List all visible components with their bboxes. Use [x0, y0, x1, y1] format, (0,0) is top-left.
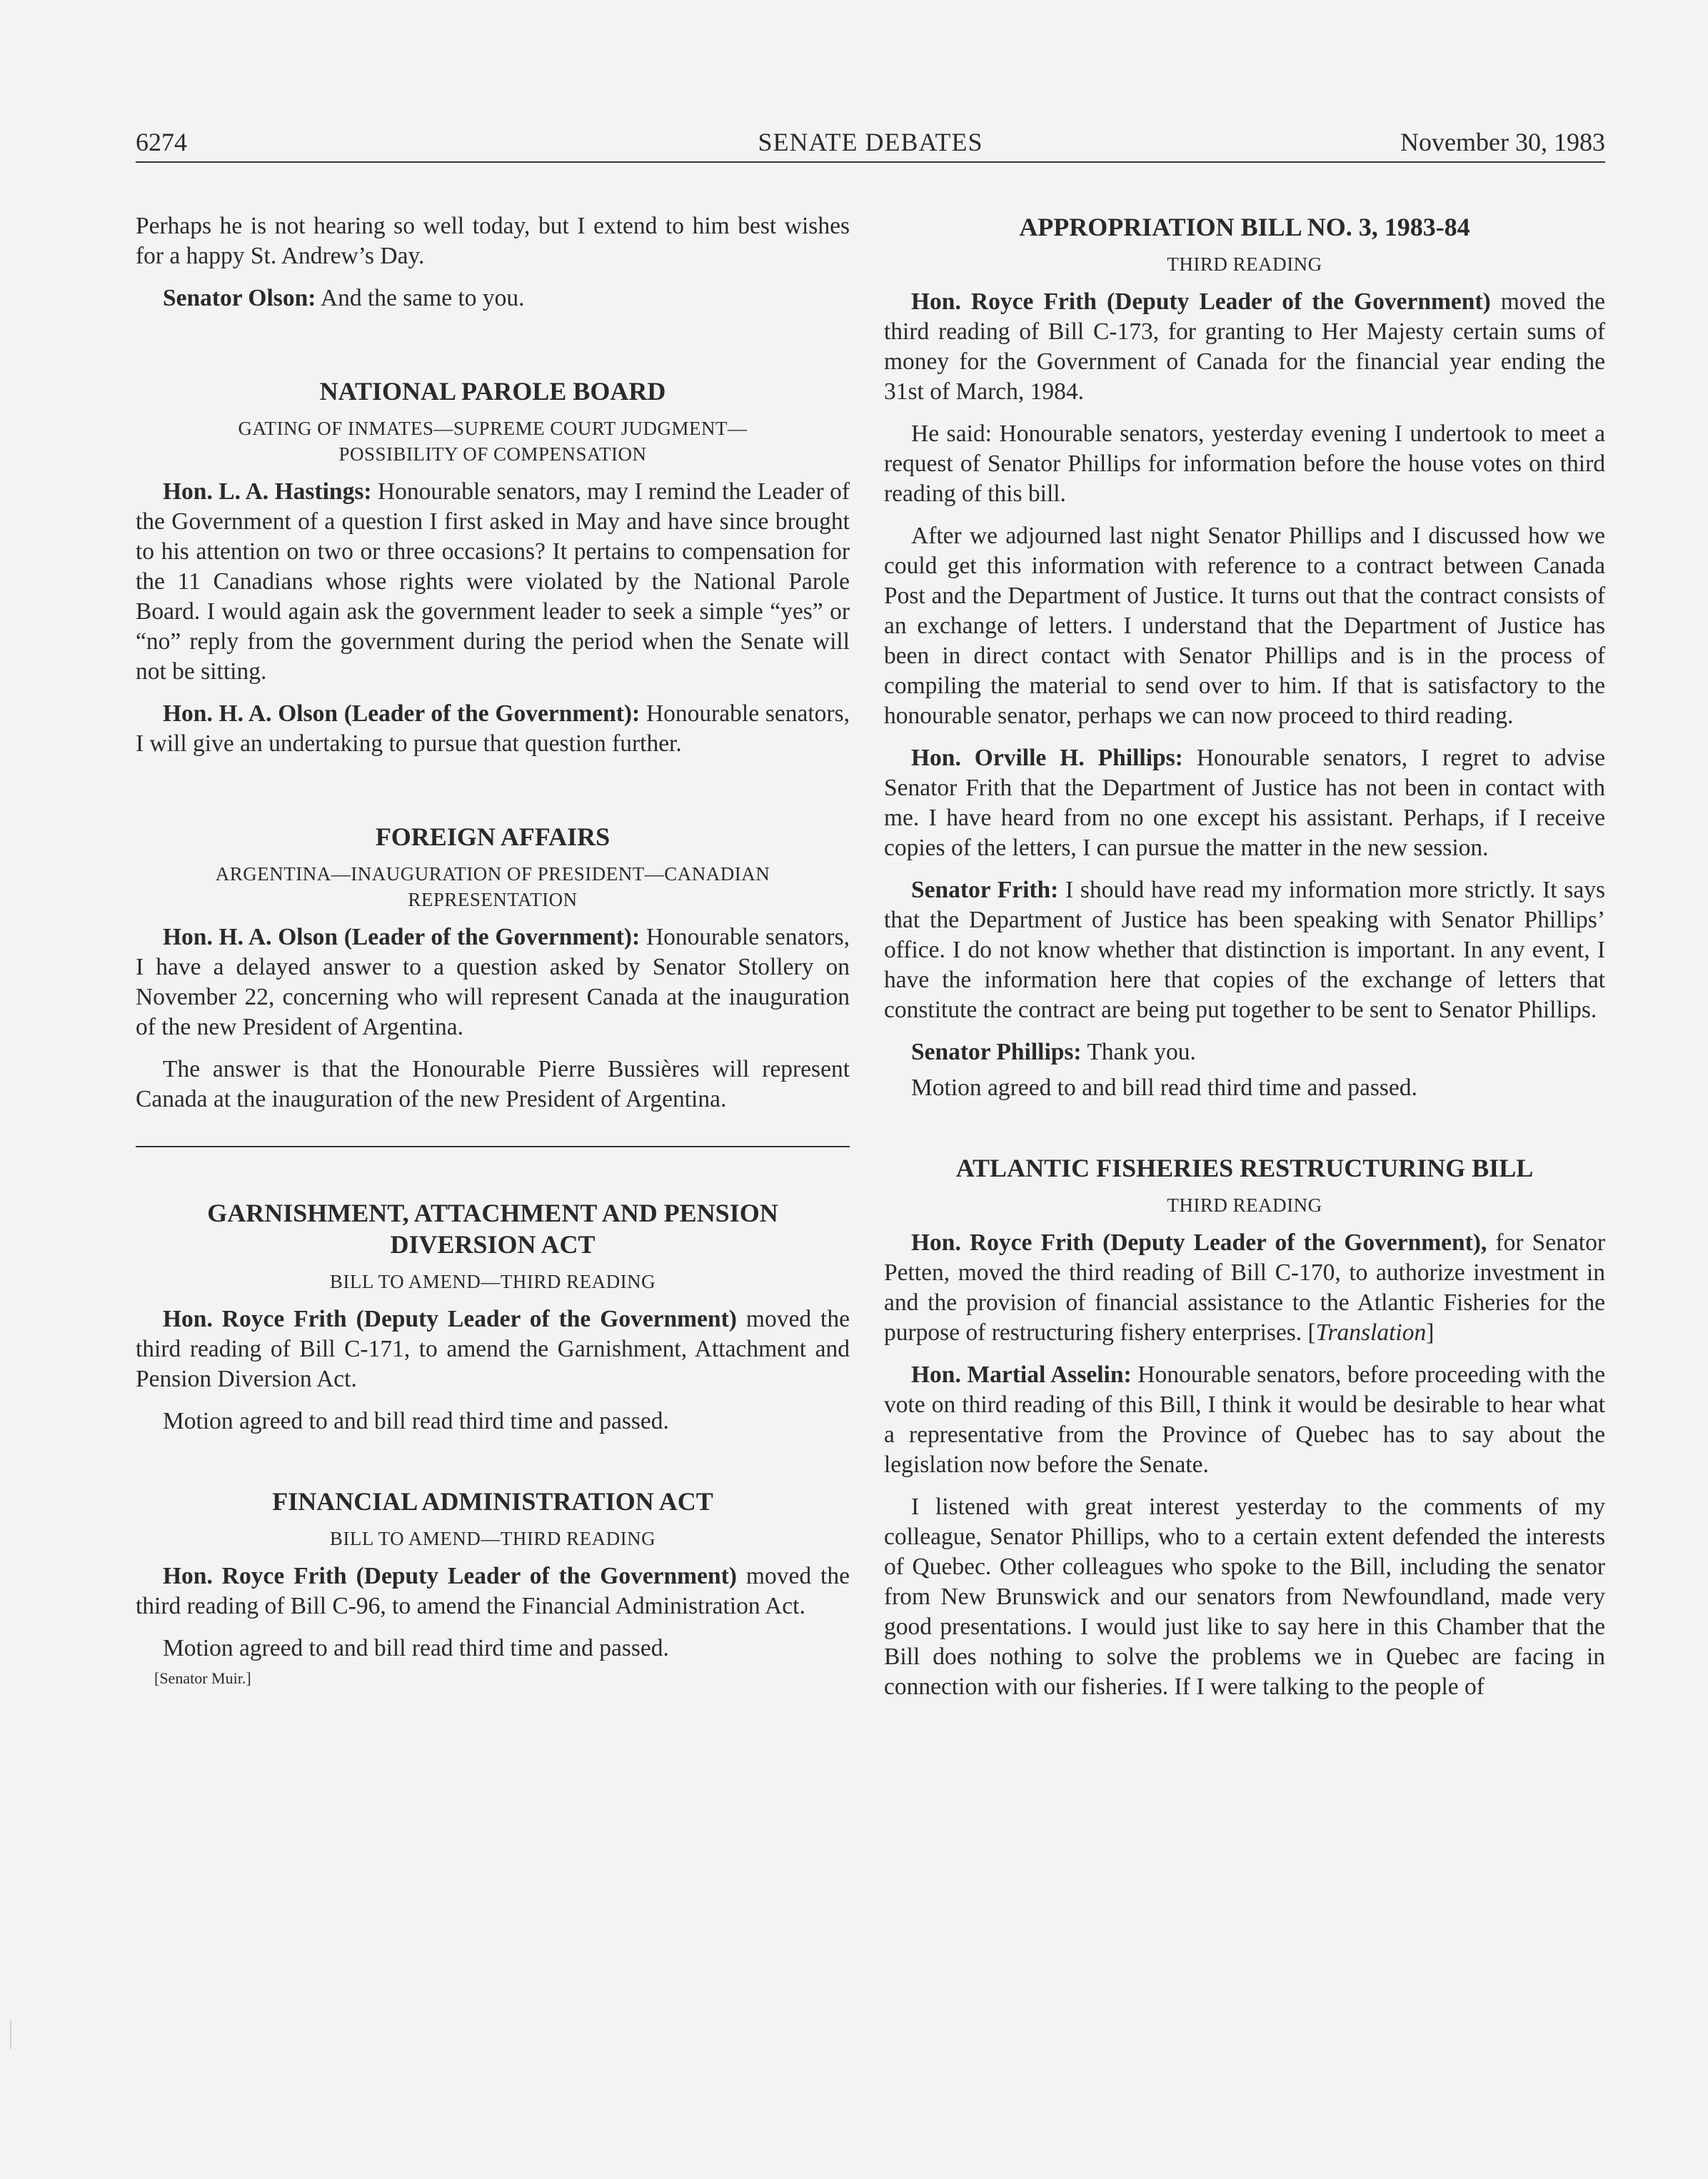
page-number: 6274	[136, 128, 187, 156]
scan-edge-mark	[10, 2021, 11, 2049]
speaker-name: Hon. H. A. Olson (Leader of the Government):	[163, 700, 640, 727]
paragraph: After we adjourned last night Senator Phillips and I discussed how we could get this information with reference to a contract between Canada Post and the Department of Justice. It turns out that the contract consists of an exchange of letters. I understand that the Department of Justice has been in direct contact with Senator Phillips and is in the process of compiling the material to send over to him. If that is satisfactory to the honourable senator, perhaps we can now proceed to third reading.	[884, 523, 1605, 729]
right-column	[884, 211, 1605, 1714]
speech-text: Honourable senators, I regret to advise Senator Frith that the Department of Justice has not been in contact with me. I have heard from no one except his assistant. Perhaps, if I receive copies of the letters, I can pursue the matter in the new session.	[884, 745, 1605, 861]
section-subheading: THIRD READING	[1167, 253, 1322, 275]
footnote: [Senator Muir.]	[154, 1669, 251, 1687]
left-column	[136, 211, 850, 1689]
section-heading: FINANCIAL ADMINISTRATION ACT	[272, 1487, 713, 1516]
speech-text: Honourable senators, may I remind the Leader of the Government of a question I first asked in May and have since brought to his attention on two or three occasions? It pertains to compensation for the 11 Canadians whose rights were violated by the National Parole Board. I would again ask the government leader to seek a simple “yes” or “no” reply from the government during the period when the Senate will not be sitting.	[136, 478, 850, 685]
speaker-name: Senator Olson:	[163, 285, 316, 311]
paragraph: He said: Honourable senators, yesterday evening I undertook to meet a request of Senator Phillips for information before the house votes on third reading of this bill.	[884, 421, 1605, 507]
paragraph	[884, 1037, 1605, 1067]
paragraph: Motion agreed to and bill read third time and passed.	[911, 1075, 1417, 1101]
section-heading: GARNISHMENT, ATTACHMENT AND PENSION DIVERSION ACT	[207, 1199, 778, 1259]
running-title: SENATE DEBATES	[758, 128, 983, 156]
speech-text: moved the third reading of Bill C-171, to amend the Garnishment, Attachment and Pension Diversion Act.	[136, 1306, 850, 1392]
section-heading: APPROPRIATION BILL NO. 3, 1983-84	[1019, 213, 1470, 241]
speaker-name: Hon. Royce Frith (Deputy Leader of the Government)	[911, 288, 1491, 315]
paragraph: Motion agreed to and bill read third time and passed.	[163, 1635, 669, 1661]
paragraph	[884, 1360, 1605, 1480]
speaker-name: Hon. L. A. Hastings:	[163, 478, 372, 505]
section-subheading: BILL TO AMEND—THIRD READING	[329, 1271, 656, 1292]
section-subheading: GATING OF INMATES—SUPREME COURT JUDGMENT—POSSIBILITY OF COMPENSATION	[238, 418, 748, 465]
translation-note: Translation	[1315, 1319, 1427, 1346]
speaker-name: Senator Phillips:	[911, 1039, 1082, 1065]
paragraph	[136, 283, 850, 313]
section-heading: ATLANTIC FISHERIES RESTRUCTURING BILL	[955, 1154, 1534, 1182]
paragraph	[136, 922, 850, 1042]
speech-text: for Senator Petten, moved the third reading of Bill C-170, to authorize investment in and the provision of financial assistance to the Atlantic Fisheries for the purpose of restructuring fishery enterprises. [	[884, 1229, 1605, 1346]
paragraph: Motion agreed to and bill read third time and passed.	[163, 1408, 669, 1434]
speaker-name: Hon. Royce Frith (Deputy Leader of the Government),	[911, 1229, 1487, 1256]
paragraph	[884, 287, 1605, 407]
section-subheading: THIRD READING	[1167, 1194, 1322, 1216]
paragraph: I listened with great interest yesterday to the comments of my colleague, Senator Phillips, who to a certain extent defended the interests of Quebec. Other colleagues who spoke to the Bill, including the senator from New Brunswick and our senators from Newfoundland, made very good presentations. I would just like to say here in this Chamber that the Bill does nothing to solve the problems we in Quebec are facing in connection with our fisheries. If I were talking to the people of	[884, 1494, 1605, 1700]
speech-text: Thank you.	[1081, 1039, 1196, 1065]
paragraph	[884, 1228, 1605, 1348]
speech-text: Honourable senators, I have a delayed answer to a question asked by Senator Stollery on November 22, concerning who will represent Canada at the inauguration of the new President of Argentina.	[136, 924, 850, 1040]
paragraph	[136, 477, 850, 687]
speech-text: And the same to you.	[316, 285, 525, 311]
speech-text: I should have read my information more strictly. It says that the Department of Justice has been speaking with Senator Phillips’ office. I do not know whether that distinction is important. In any event, I have the information here that copies of the exchange of letters that constitute the contract are being put together to be sent to Senator Phillips.	[884, 877, 1605, 1023]
speaker-name: Senator Frith:	[911, 877, 1059, 903]
speaker-name: Hon. Martial Asselin:	[911, 1362, 1132, 1388]
paragraph	[136, 1561, 850, 1621]
paragraph: Perhaps he is not hearing so well today, but I extend to him best wishes for a happy St. Andrew’s Day.	[136, 213, 850, 269]
bracket-close: ]	[1426, 1319, 1435, 1346]
section-heading: NATIONAL PAROLE BOARD	[319, 377, 666, 406]
paragraph: The answer is that the Honourable Pierre Bussières will represent Canada at the inauguration of the new President of Argentina.	[136, 1056, 850, 1112]
speech-text: Honourable senators, I will give an undertaking to pursue that question further.	[136, 700, 850, 757]
page-date: November 30, 1983	[1400, 128, 1605, 156]
paragraph	[884, 743, 1605, 863]
section-subheading: BILL TO AMEND—THIRD READING	[329, 1528, 656, 1549]
speech-text: moved the third reading of Bill C-173, for granting to Her Majesty certain sums of money for the Government of Canada for the financial year ending the 31st of March, 1984.	[884, 288, 1605, 405]
paragraph	[136, 699, 850, 759]
speaker-name: Hon. H. A. Olson (Leader of the Government):	[163, 924, 640, 950]
speaker-name: Hon. Orville H. Phillips:	[911, 745, 1183, 771]
section-heading: FOREIGN AFFAIRS	[375, 822, 611, 851]
speech-text: moved the third reading of Bill C-96, to amend the Financial Administration Act.	[136, 1563, 850, 1619]
speaker-name: Hon. Royce Frith (Deputy Leader of the Government)	[163, 1563, 737, 1589]
speaker-name: Hon. Royce Frith (Deputy Leader of the Government)	[163, 1306, 737, 1332]
paragraph	[136, 1304, 850, 1394]
speech-text: Honourable senators, before proceeding with the vote on third reading of this Bill, I think it would be desirable to hear what a representative from the Province of Quebec has to say about the legislation now before the Senate.	[884, 1362, 1605, 1478]
section-subheading: ARGENTINA—INAUGURATION OF PRESIDENT—CANADIAN REPRESENTATION	[215, 863, 770, 910]
page-header	[136, 127, 1605, 163]
paragraph	[884, 875, 1605, 1025]
